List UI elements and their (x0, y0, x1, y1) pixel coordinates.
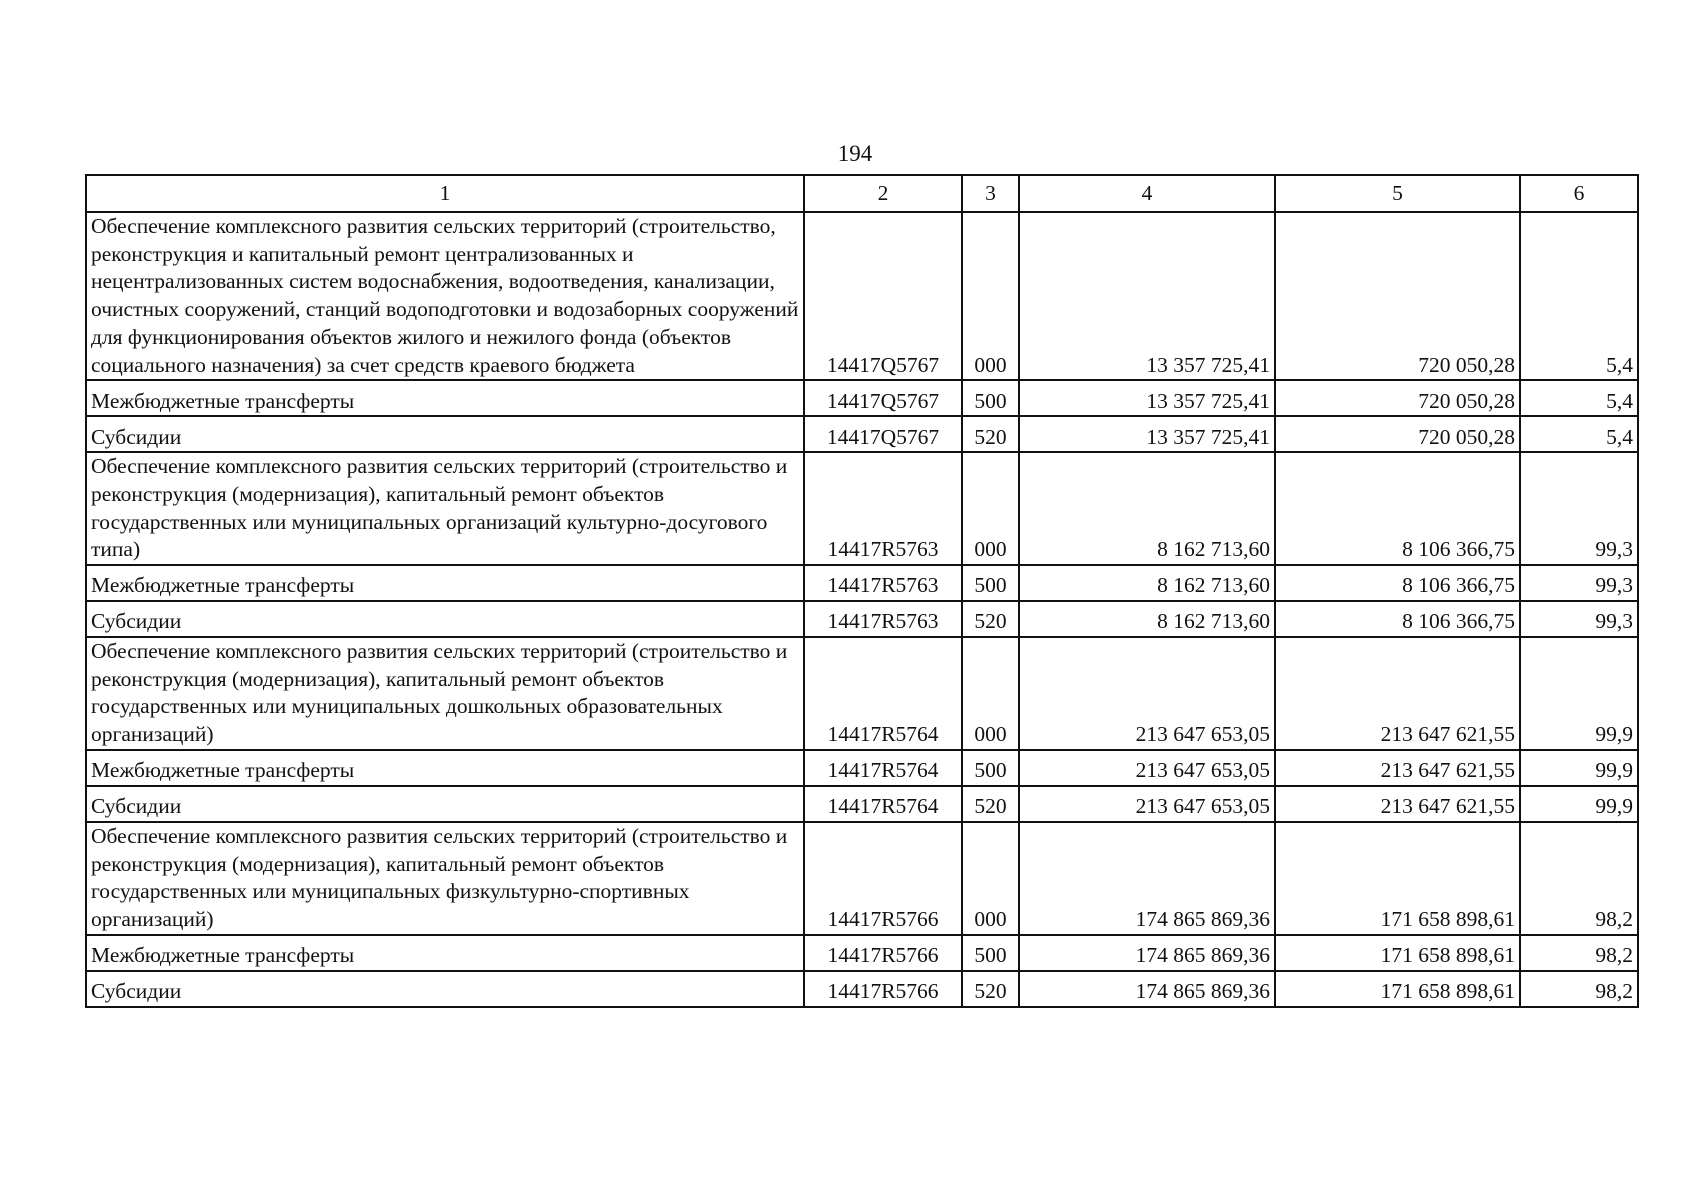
column-header-1: 1 (86, 175, 804, 212)
row-type: 500 (962, 935, 1019, 971)
row-percent: 5,4 (1520, 380, 1638, 416)
row-fact: 720 050,28 (1275, 416, 1520, 452)
row-percent: 98,2 (1520, 822, 1638, 935)
row-type: 520 (962, 416, 1019, 452)
table-row (86, 935, 1638, 971)
row-percent: 99,3 (1520, 601, 1638, 637)
column-header-5: 5 (1275, 175, 1520, 212)
row-fact: 213 647 621,55 (1275, 637, 1520, 750)
row-name: Обеспечение комплексного развития сельских территорий (строительство и реконструкция (модернизация), капитальный ремонт объектов государственных или муниципальных дошкольных образовательных организаций) (86, 637, 804, 750)
row-plan: 213 647 653,05 (1019, 750, 1275, 786)
row-percent: 98,2 (1520, 971, 1638, 1007)
row-type: 520 (962, 786, 1019, 822)
row-name: Субсидии (86, 971, 804, 1007)
column-header-3: 3 (962, 175, 1019, 212)
table-row (86, 786, 1638, 822)
row-percent: 5,4 (1520, 212, 1638, 380)
column-header-4: 4 (1019, 175, 1275, 212)
row-name: Обеспечение комплексного развития сельских территорий (строительство и реконструкция (модернизация), капитальный ремонт объектов государственных или муниципальных физкультурно-спортивных организаций) (86, 822, 804, 935)
row-code: 14417Q5767 (804, 416, 962, 452)
row-type: 500 (962, 380, 1019, 416)
table-row (86, 416, 1638, 452)
column-header-2: 2 (804, 175, 962, 212)
table-row (86, 212, 1638, 380)
table-row (86, 380, 1638, 416)
row-plan: 213 647 653,05 (1019, 786, 1275, 822)
row-plan: 213 647 653,05 (1019, 637, 1275, 750)
row-name: Межбюджетные трансферты (86, 380, 804, 416)
row-fact: 213 647 621,55 (1275, 750, 1520, 786)
row-percent: 99,9 (1520, 786, 1638, 822)
row-plan: 13 357 725,41 (1019, 416, 1275, 452)
row-name: Межбюджетные трансферты (86, 935, 804, 971)
row-code: 14417R5766 (804, 935, 962, 971)
row-type: 520 (962, 971, 1019, 1007)
row-name: Межбюджетные трансферты (86, 750, 804, 786)
table-row (86, 637, 1638, 750)
row-fact: 8 106 366,75 (1275, 565, 1520, 601)
row-type: 000 (962, 452, 1019, 565)
row-fact: 171 658 898,61 (1275, 935, 1520, 971)
row-type: 500 (962, 565, 1019, 601)
row-fact: 213 647 621,55 (1275, 786, 1520, 822)
row-percent: 99,3 (1520, 565, 1638, 601)
row-type: 000 (962, 212, 1019, 380)
row-type: 000 (962, 637, 1019, 750)
row-fact: 171 658 898,61 (1275, 822, 1520, 935)
row-name: Межбюджетные трансферты (86, 565, 804, 601)
row-name: Субсидии (86, 601, 804, 637)
row-fact: 171 658 898,61 (1275, 971, 1520, 1007)
row-name: Обеспечение комплексного развития сельских территорий (строительство, реконструкция и капитальный ремонт централизованных и нецентрализованных систем водоснабжения, водоотведения, канализации, очистных сооружений, станций водоподготовки и водозаборных сооружений для функционирования объектов жилого и нежилого фонда (объектов социального назначения) за счет средств краевого бюджета (86, 212, 804, 380)
row-code: 14417Q5767 (804, 380, 962, 416)
row-plan: 8 162 713,60 (1019, 565, 1275, 601)
row-plan: 174 865 869,36 (1019, 822, 1275, 935)
row-code: 14417R5766 (804, 971, 962, 1007)
row-name: Обеспечение комплексного развития сельских территорий (строительство и реконструкция (модернизация), капитальный ремонт объектов государственных или муниципальных организаций культурно-досугового типа) (86, 452, 804, 565)
row-plan: 8 162 713,60 (1019, 601, 1275, 637)
row-plan: 8 162 713,60 (1019, 452, 1275, 565)
row-code: 14417R5763 (804, 601, 962, 637)
row-plan: 13 357 725,41 (1019, 380, 1275, 416)
table-row (86, 565, 1638, 601)
table-row (86, 822, 1638, 935)
header-row (86, 175, 1638, 212)
row-name: Субсидии (86, 786, 804, 822)
row-fact: 720 050,28 (1275, 380, 1520, 416)
row-plan: 13 357 725,41 (1019, 212, 1275, 380)
row-plan: 174 865 869,36 (1019, 935, 1275, 971)
row-fact: 8 106 366,75 (1275, 601, 1520, 637)
row-fact: 720 050,28 (1275, 212, 1520, 380)
page-number: 194 (837, 141, 873, 166)
row-code: 14417R5763 (804, 565, 962, 601)
table-row (86, 971, 1638, 1007)
row-type: 000 (962, 822, 1019, 935)
column-header-6: 6 (1520, 175, 1638, 212)
row-percent: 99,3 (1520, 452, 1638, 565)
row-fact: 8 106 366,75 (1275, 452, 1520, 565)
row-plan: 174 865 869,36 (1019, 971, 1275, 1007)
row-percent: 5,4 (1520, 416, 1638, 452)
row-percent: 99,9 (1520, 750, 1638, 786)
row-percent: 99,9 (1520, 637, 1638, 750)
row-code: 14417R5764 (804, 637, 962, 750)
table-row (86, 452, 1638, 565)
row-type: 500 (962, 750, 1019, 786)
row-type: 520 (962, 601, 1019, 637)
row-percent: 98,2 (1520, 935, 1638, 971)
row-code: 14417R5764 (804, 750, 962, 786)
table-row (86, 601, 1638, 637)
row-code: 14417Q5767 (804, 212, 962, 380)
row-code: 14417R5766 (804, 822, 962, 935)
row-code: 14417R5763 (804, 452, 962, 565)
table-row (86, 750, 1638, 786)
row-code: 14417R5764 (804, 786, 962, 822)
row-name: Субсидии (86, 416, 804, 452)
budget-table (85, 174, 1639, 1008)
